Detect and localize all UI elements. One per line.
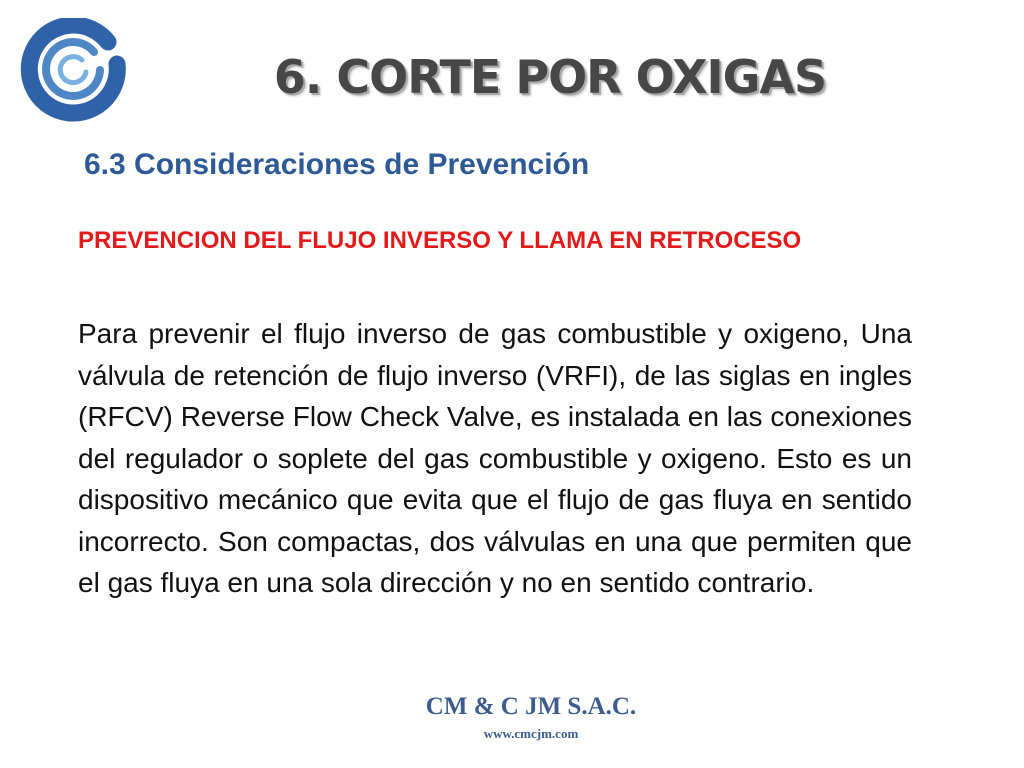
slide-title: 6. CORTE POR OXIGAS — [273, 50, 827, 104]
section-subtitle: 6.3 Consideraciones de Prevención — [84, 148, 590, 181]
body-paragraph: Para prevenir el flujo inverso de gas combustible y oxigeno, Una válvula de retención de flujo inverso (VRFI), de las siglas en ingles (RFCV) Reverse Flow Check Valve, es instalada en las conexiones del regulador o soplete del gas combustible y oxigeno. Esto es un dispositivo mecánico que evita que el flujo de gas fluya en sentido incorrecto. Son compactas, dos válvulas en una que permiten que el gas fluya en una sola dirección y no en sentido contrario. — [78, 318, 912, 598]
footer-company-name: CM & C JM S.A.C. — [425, 693, 637, 720]
section-heading: PREVENCION DEL FLUJO INVERSO Y LLAMA EN RETROCESO — [78, 227, 802, 254]
footer-website: www.cmcjm.com — [483, 726, 579, 741]
company-logo-icon — [20, 18, 126, 124]
